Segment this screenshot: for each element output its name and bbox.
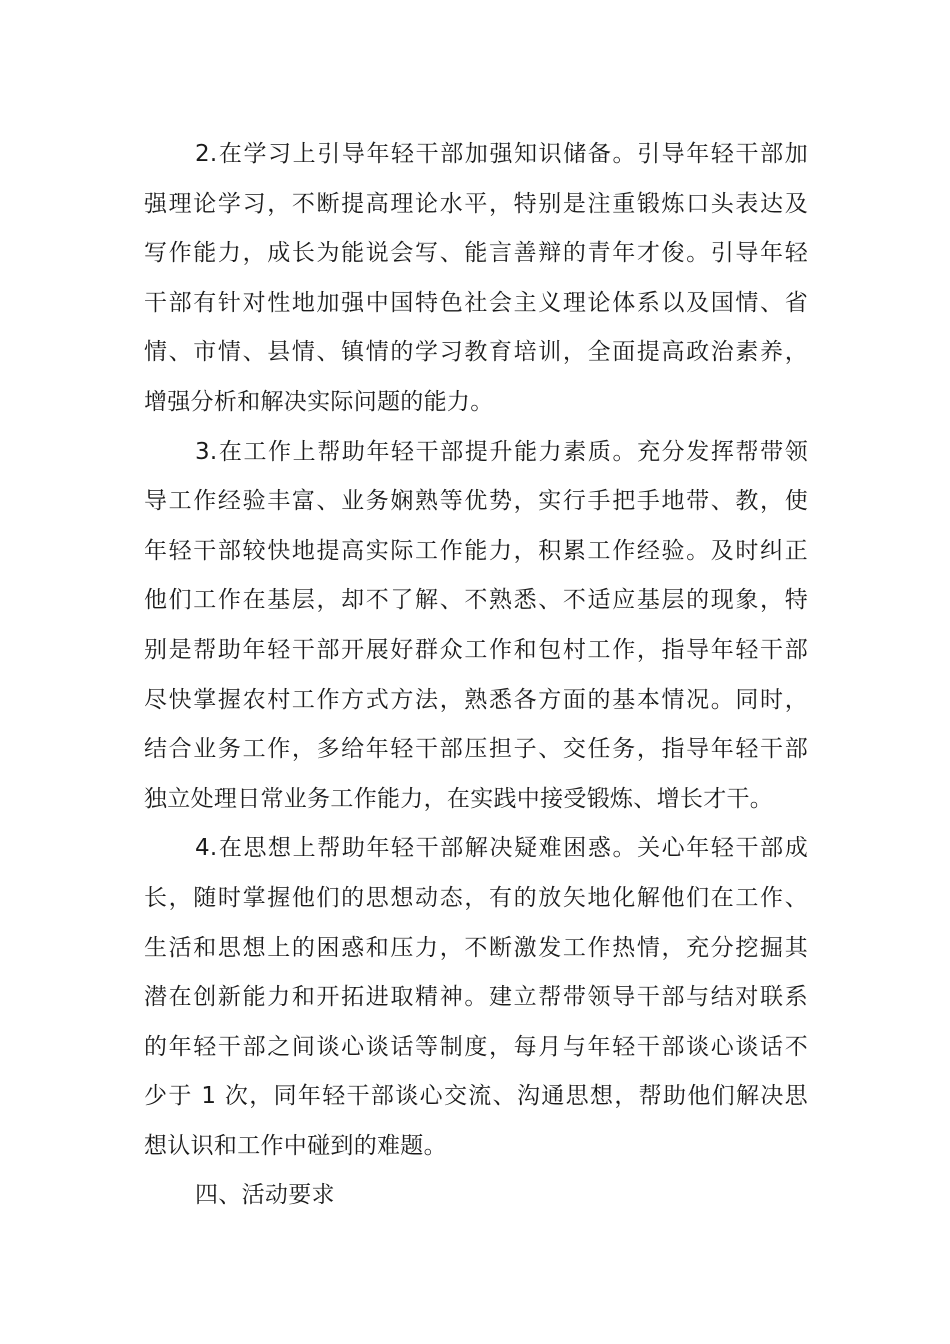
text-line: 增强分析和解决实际问题的能力。 — [144, 388, 494, 415]
section-heading — [144, 1171, 808, 1221]
text-line: 长，随时掌握他们的思想动态，有的放矢地化解他们在工作、 — [144, 884, 808, 911]
text-line: 3.在工作上帮助年轻干部提升能力素质。充分发挥帮带领 — [195, 438, 808, 465]
text-line: 想认识和工作中碰到的难题。 — [144, 1132, 447, 1159]
paragraph-3 — [144, 428, 808, 825]
text-line: 潜在创新能力和开拓进取精神。建立帮带领导干部与结对联系 — [144, 984, 808, 1011]
text-line: 结合业务工作，多给年轻干部压担子、交任务，指导年轻干部 — [144, 736, 808, 763]
text-line: 情、市情、县情、镇情的学习教育培训，全面提高政治素养， — [144, 339, 808, 366]
text-line: 他们工作在基层，却不了解、不熟悉、不适应基层的现象，特 — [144, 587, 808, 614]
text-line: 2.在学习上引导年轻干部加强知识储备。引导年轻干部加 — [195, 141, 808, 167]
document-body — [144, 130, 808, 1221]
text-line: 的年轻干部之间谈心谈话等制度，每月与年轻干部谈心谈话不 — [144, 1033, 808, 1060]
text-line: 年轻干部较快地提高实际工作能力，积累工作经验。及时纠正 — [144, 537, 808, 564]
text-line: 独立处理日常业务工作能力，在实践中接受锻炼、增长才干。 — [144, 785, 774, 812]
text-line: 写作能力，成长为能说会写、能言善辩的青年才俊。引导年轻 — [144, 240, 808, 267]
text-line: 少于 1 次，同年轻干部谈心交流、沟通思想，帮助他们解决思 — [144, 1083, 808, 1110]
text-line: 别是帮助年轻干部开展好群众工作和包村工作，指导年轻干部 — [144, 636, 808, 663]
text-line: 4.在思想上帮助年轻干部解决疑难困惑。关心年轻干部成 — [195, 835, 808, 862]
text-line: 强理论学习，不断提高理论水平，特别是注重锻炼口头表达及 — [144, 190, 808, 217]
text-line: 尽快掌握农村工作方式方法，熟悉各方面的基本情况。同时， — [144, 686, 808, 713]
text-line: 生活和思想上的困惑和压力，不断激发工作热情，充分挖掘其 — [144, 934, 808, 961]
paragraph-4 — [144, 824, 808, 1171]
text-line: 导工作经验丰富、业务娴熟等优势，实行手把手地带、教，使 — [144, 488, 808, 515]
section-heading-text: 四、活动要求 — [195, 1182, 335, 1209]
text-line: 干部有针对性地加强中国特色社会主义理论体系以及国情、省 — [144, 289, 808, 316]
paragraph-2 — [144, 130, 808, 428]
